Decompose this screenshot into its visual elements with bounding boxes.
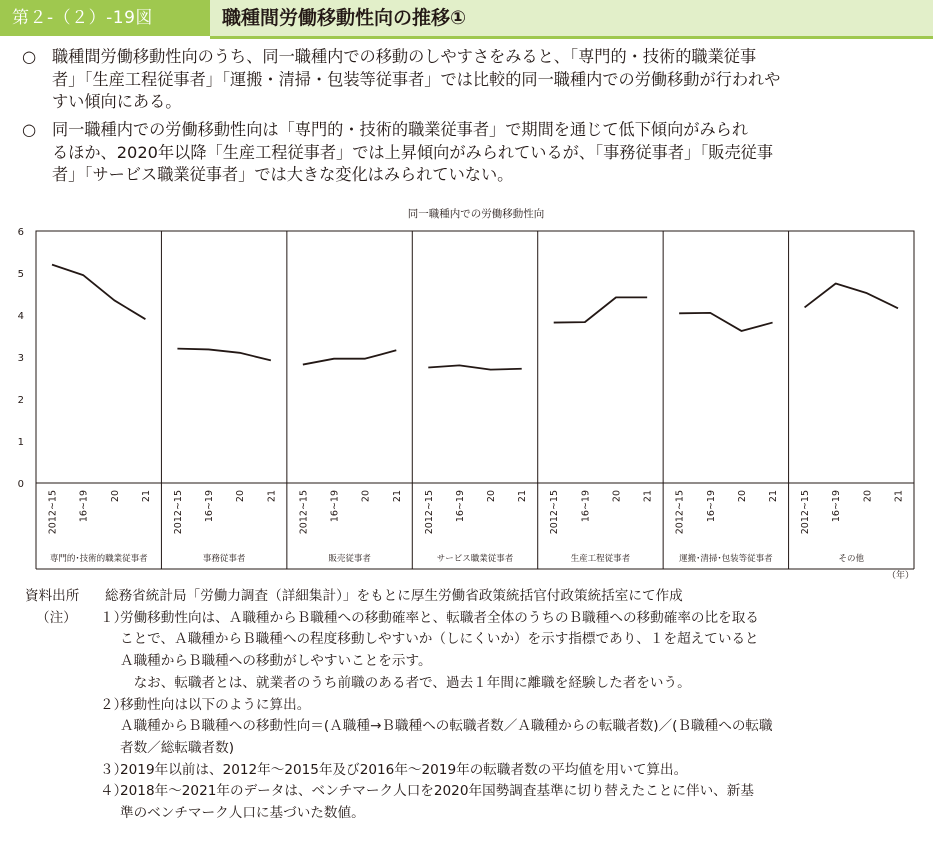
panel-label: 販売従事者: [328, 554, 371, 564]
note-text: 労働移動性向は、Ａ職種からＢ職種への移動確率と、転職者全体のうちのＢ職種への移動確率の比を取る: [120, 609, 759, 626]
panel-4: [412, 231, 528, 569]
note-text: 準のベンチマーク人口に基づいた数値。: [120, 805, 365, 821]
x-tick-label: 20: [736, 490, 748, 503]
x-tick-label: 16~19: [831, 490, 843, 523]
y-tick-label: 0: [17, 479, 24, 490]
plot-frame: [36, 231, 914, 569]
x-tick-label: 20: [109, 490, 121, 503]
summary-bullet-1: [22, 46, 916, 114]
bullet-line: 者」「生産工程従事者」「運搬・清掃・包装等従事者」では比較的同一職種内での労働移動が行われや: [52, 69, 781, 89]
note-number: ３）: [100, 761, 128, 778]
note-text: 移動性向は以下のように算出。: [120, 696, 311, 713]
note-text: Ａ職種からＢ職種への移動がしやすいことを示す。: [120, 653, 432, 670]
note-number: ２）: [100, 696, 128, 713]
y-tick-label: 3: [17, 353, 24, 364]
y-tick-label: 2: [17, 395, 24, 406]
summary-bullet-2: [22, 119, 916, 187]
note-text: Ａ職種からＢ職種への移動性向＝(Ａ職種→Ｂ職種への転職者数／Ａ職種からの転職者数)／(Ｂ職種への転職: [120, 718, 773, 735]
figure-header: [0, 0, 933, 36]
bullet-line: すい傾向にある。: [52, 92, 182, 111]
panel-label: 生産工程従事者: [570, 554, 631, 564]
panel-1: [48, 265, 152, 564]
x-tick-label: 21: [642, 490, 654, 503]
panel-5: [538, 231, 654, 569]
note-text: 2018年～2021年のデータは、ベンチマーク人口を2020年国勢調査基準に切り替えたことに伴い、新基: [120, 783, 754, 800]
series-line: [805, 284, 898, 309]
bullet-line: るほか、2020年以降「生産工程従事者」では上昇傾向がみられているが、「事務従事者」「販売従事: [52, 142, 774, 162]
panel-label: 事務従事者: [202, 554, 246, 564]
panel-6: [663, 231, 779, 569]
x-tick-label: 21: [391, 490, 403, 503]
line-chart: [0, 200, 933, 585]
note-text: 者数／総転職者数): [120, 739, 235, 756]
panel-label: 運搬･清掃･包装等従事者: [679, 554, 773, 564]
series-line: [52, 265, 145, 320]
source-text: 総務省統計局「労働力調査（詳細集計）」をもとに厚生労働省政策統括官付政策統括室にて作成: [105, 588, 683, 604]
x-tick-label: 16~19: [454, 490, 466, 523]
figure-title: 職種間労働移動性向の推移①: [210, 0, 933, 36]
x-tick-label: 2012~15: [47, 490, 59, 535]
note-text: なお、転職者とは、就業者のうち前職のある者で、過去１年間に離職を経験した者をいう。: [120, 674, 691, 691]
x-tick-label: 20: [611, 490, 623, 503]
chart-title: 同一職種内での労働移動性向: [407, 208, 545, 220]
x-tick-label: 21: [768, 490, 780, 503]
panel-2: [161, 231, 277, 569]
title-underline: [210, 36, 933, 39]
x-tick-label: 2012~15: [800, 490, 812, 535]
x-tick-label: 16~19: [78, 490, 90, 523]
x-tick-label: 2012~15: [549, 490, 561, 535]
x-tick-label: 16~19: [580, 490, 592, 523]
x-tick-label: 21: [517, 490, 529, 503]
series-line: [679, 313, 772, 331]
plot-border: [36, 231, 914, 483]
bullet-mark: ○: [22, 120, 37, 139]
bullet-line: 同一職種内での労働移動性向は「専門的・技術的職業従事者」で期間を通じて低下傾向がみられ: [52, 120, 749, 139]
panel-label: サービス職業従事者: [436, 554, 514, 564]
y-tick-label: 4: [17, 311, 24, 322]
x-axis-unit-label: （年）: [886, 571, 914, 581]
x-tick-label: 2012~15: [674, 490, 686, 535]
chart-panels: [48, 231, 905, 569]
x-tick-label: 20: [235, 490, 247, 503]
note-number: １）: [100, 609, 128, 626]
x-tick-label: 16~19: [705, 490, 717, 523]
x-tick-label: 2012~15: [298, 490, 310, 535]
series-line: [177, 349, 270, 361]
y-tick-label: 6: [17, 227, 24, 238]
y-tick-label: 5: [17, 269, 24, 280]
x-tick-label: 16~19: [329, 490, 341, 523]
x-tick-label: 20: [360, 490, 372, 503]
series-line: [428, 365, 521, 369]
y-tick-label: 1: [17, 437, 24, 448]
x-tick-label: 20: [862, 490, 874, 503]
series-line: [303, 350, 396, 364]
figure-number: 第２-（２）-19図: [0, 0, 210, 36]
x-tick-label: 2012~15: [423, 490, 435, 535]
x-tick-label: 16~19: [204, 490, 216, 523]
note-text: 2019年以前は、2012年～2015年及び2016年～2019年の転職者数の平均値を用いて算出。: [120, 761, 688, 778]
x-tick-label: 21: [893, 490, 905, 503]
bullet-mark: ○: [22, 47, 37, 66]
note-number: ４）: [100, 783, 128, 800]
x-tick-label: 2012~15: [172, 490, 184, 535]
x-tick-label: 21: [140, 490, 152, 503]
panel-3: [287, 231, 403, 569]
x-tick-label: 21: [266, 490, 278, 503]
x-tick-label: 20: [486, 490, 498, 503]
note-text: ことで、Ａ職種からＢ職種への程度移動しやすいか（しにくいか）を示す指標であり、１を超えていると: [120, 631, 759, 648]
bullet-line: 職種間労働移動性向のうち、同一職種内での移動のしやすさをみると、「専門的・技術的職業従事: [52, 47, 757, 66]
series-line: [554, 297, 647, 322]
source-label: 資料出所: [25, 588, 80, 604]
note-label: （注）: [36, 609, 77, 626]
panel-label: その他: [838, 554, 865, 564]
y-axis: [18, 227, 24, 490]
panel-label: 専門的･技術的職業従事者: [49, 554, 148, 564]
bullet-line: 者」「サービス職業従事者」では大きな変化はみられていない。: [52, 165, 514, 184]
panel-7: [789, 231, 905, 569]
